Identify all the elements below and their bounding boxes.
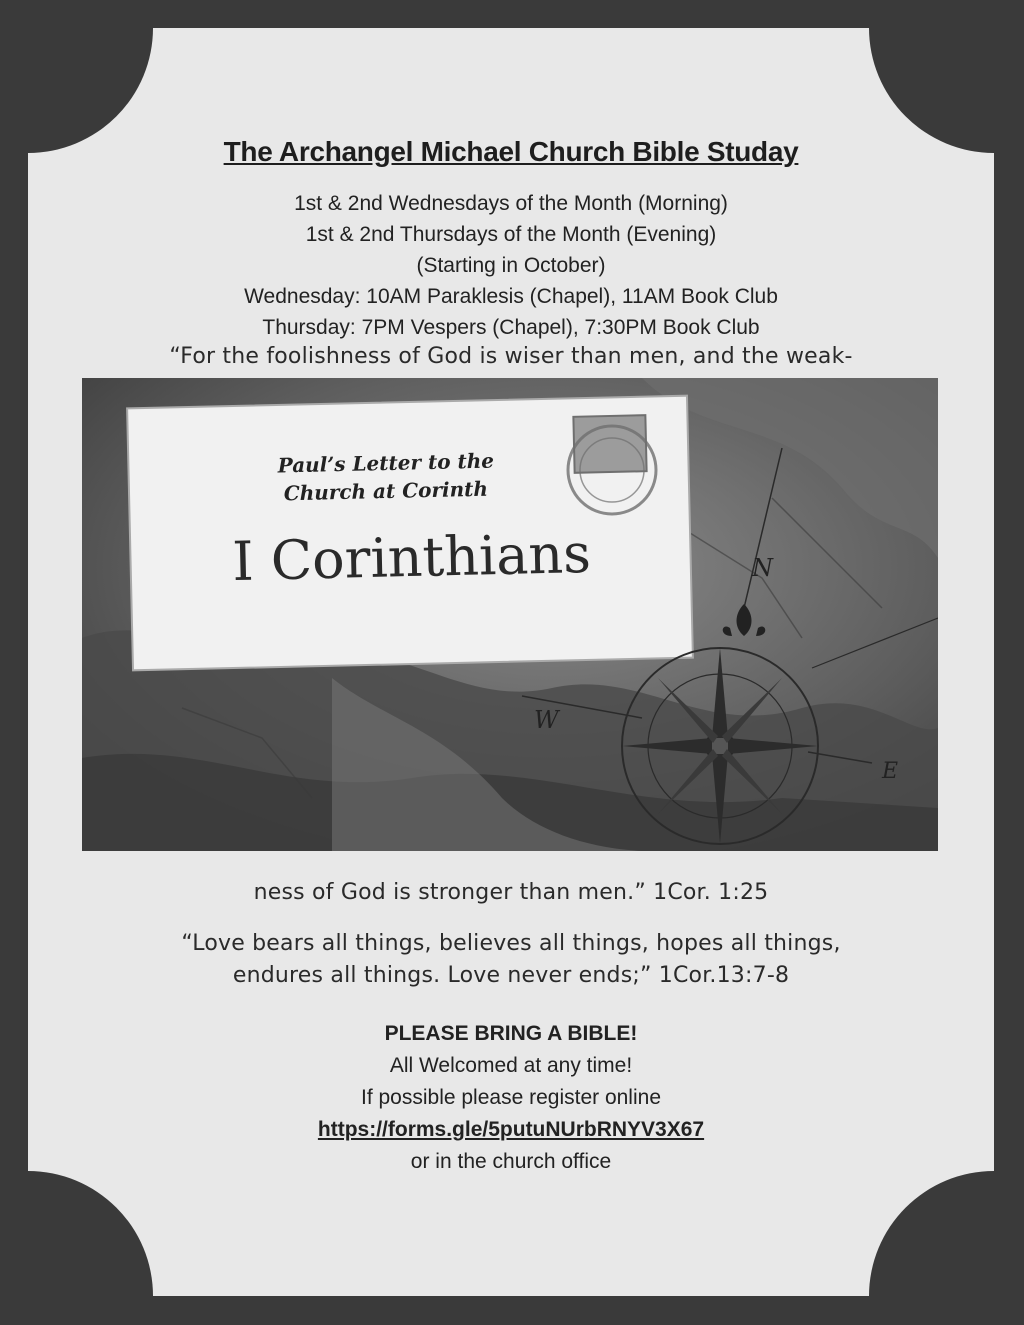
- letter-subtitle-1: Paul’s Letter to the: [277, 448, 495, 478]
- compass-east-label: E: [882, 759, 899, 784]
- book-title: I Corinthians: [231, 521, 592, 594]
- schedule-block: [28, 188, 994, 343]
- corner-notch: [28, 28, 153, 153]
- letter-subtitle-2: Church at Corinth: [283, 476, 489, 506]
- schedule-line: Thursday: 7PM Vespers (Chapel), 7:30PM Book Club: [262, 316, 760, 339]
- bring-bible-notice: PLEASE BRING A BIBLE!: [384, 1022, 638, 1045]
- schedule-line: 1st & 2nd Wednesdays of the Month (Morning): [294, 192, 728, 215]
- flyer-panel: [28, 28, 994, 1296]
- quote-1-end: ness of God is stronger than men.” 1Cor. 1:25: [253, 880, 769, 905]
- schedule-line: 1st & 2nd Thursdays of the Month (Evening): [305, 223, 717, 246]
- registration-link[interactable]: https://forms.gle/5putuNUrbRNYV3X67: [317, 1118, 705, 1141]
- corner-notch: [869, 28, 994, 153]
- schedule-line: (Starting in October): [416, 254, 606, 277]
- register-text: If possible please register online: [360, 1086, 661, 1109]
- schedule-line: Wednesday: 10AM Paraklesis (Chapel), 11AM Book Club: [244, 285, 778, 308]
- map-illustration: [82, 378, 938, 851]
- quote-2-line: “Love bears all things, believes all things, hopes all things,: [181, 931, 841, 956]
- corinthians-image: [82, 378, 938, 851]
- stamp-icon: [573, 415, 646, 473]
- compass-west-label: W: [534, 706, 559, 734]
- footer-block: [28, 1018, 994, 1178]
- corner-notch: [869, 1171, 994, 1296]
- compass-north-label: N: [752, 554, 773, 582]
- office-text: or in the church office: [410, 1150, 612, 1173]
- quote-2: [28, 928, 994, 992]
- quote-1-start: “For the foolishness of God is wiser than men, and the weak-: [169, 344, 853, 369]
- letter-card: [127, 396, 693, 671]
- corner-notch: [28, 1171, 153, 1296]
- welcome-text: All Welcomed at any time!: [389, 1054, 633, 1077]
- quote-2-line: endures all things. Love never ends;” 1Cor.13:7-8: [232, 963, 790, 988]
- page-title: The Archangel Michael Church Bible Studay: [223, 136, 799, 167]
